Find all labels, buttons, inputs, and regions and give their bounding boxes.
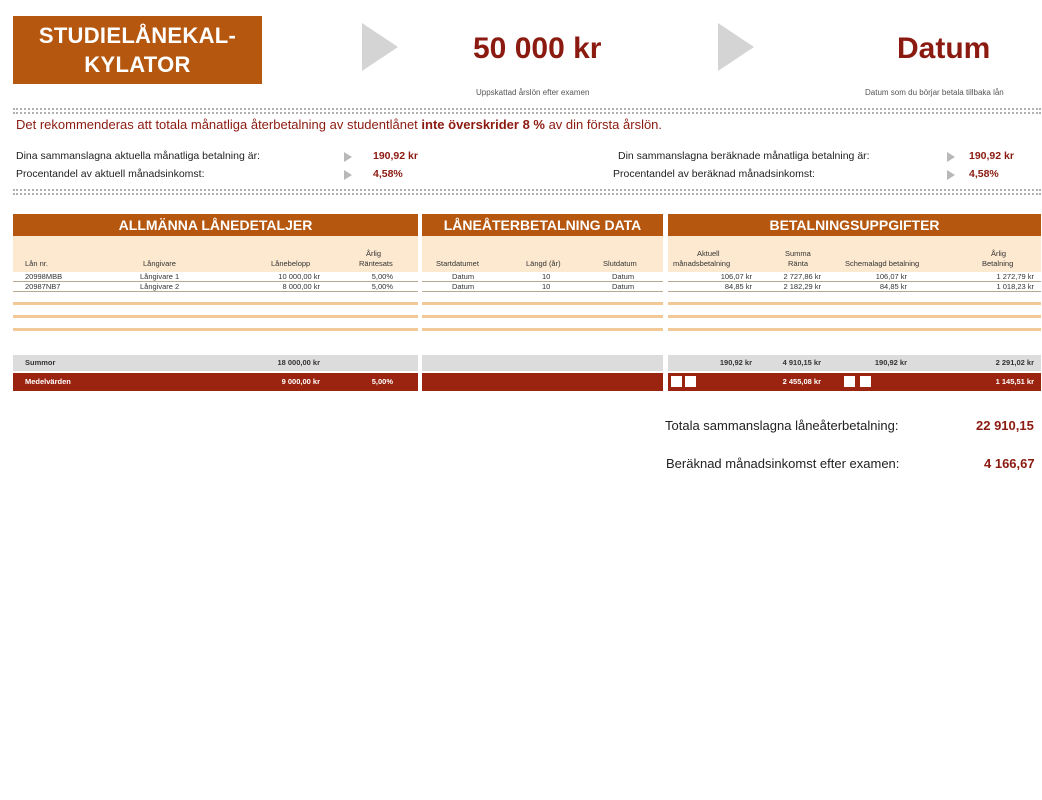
- header-end: Slutdatum: [603, 259, 637, 268]
- avg-rate: 5,00%: [371, 377, 393, 386]
- divider: [13, 189, 1041, 191]
- header-current: Aktuell: [697, 249, 720, 258]
- monthly-income-label: Beräknad månadsinkomst efter examen:: [666, 456, 900, 471]
- sum-amount: 18 000,00 kr: [277, 358, 320, 367]
- title-line-1: STUDIELÅNEKAL-: [38, 23, 237, 48]
- current-payment-value: 190,92 kr: [373, 150, 418, 162]
- header-loan-nr: Lån nr.: [25, 259, 48, 268]
- cell-annual: 1 018,23 kr: [996, 282, 1034, 291]
- empty-row[interactable]: [13, 321, 418, 331]
- header-scheduled: Schemalagd betalning: [845, 259, 920, 268]
- cell-start: Datum: [452, 272, 475, 281]
- header-length: Längd (år): [526, 259, 561, 268]
- cell-monthly: 84,85 kr: [724, 282, 752, 291]
- sum-label: Summor: [25, 358, 56, 367]
- table-row[interactable]: [422, 282, 663, 292]
- section-heading: ALLMÄNNA LÅNEDETALJER: [13, 214, 418, 236]
- empty-row[interactable]: [668, 308, 1041, 318]
- table-row[interactable]: [668, 282, 1041, 292]
- cell-monthly: 106,07 kr: [720, 272, 752, 281]
- est-payment-value: 190,92 kr: [969, 150, 1014, 162]
- total-repayment-label: Totala sammanslagna låneåterbetalning:: [665, 418, 899, 433]
- table-row[interactable]: [13, 272, 418, 282]
- sum-row: [13, 355, 418, 371]
- avg-annual: 1 145,51 kr: [995, 377, 1034, 386]
- column-headers: [422, 236, 663, 272]
- date-caption: Datum som du börjar betala tillbaka lån: [865, 88, 1004, 97]
- avg-interest: 2 455,08 kr: [782, 377, 821, 386]
- empty-row[interactable]: [668, 321, 1041, 331]
- arrow-icon: [947, 152, 955, 162]
- page-title: [13, 16, 262, 84]
- cell-lender: Långivare 1: [140, 272, 180, 281]
- empty-row[interactable]: [13, 308, 418, 318]
- section-heading: LÅNEÅTERBETALNING DATA: [422, 214, 663, 236]
- sum-monthly: 190,92 kr: [719, 358, 752, 367]
- sum-annual: 2 291,02 kr: [995, 358, 1034, 367]
- chevron-right-icon: [718, 23, 754, 71]
- recommendation-text: Det rekommenderas att totala månatliga återbetalning av studentlånet inte överskrider 8 % av din första årslön.: [16, 117, 663, 132]
- avg-amount: 9 000,00 kr: [281, 377, 320, 386]
- cell-interest: 2 727,86 kr: [783, 272, 821, 281]
- header-interest: Ränta: [788, 259, 809, 268]
- empty-row[interactable]: [13, 295, 418, 305]
- arrow-icon: [947, 170, 955, 180]
- current-pct-value: 4,58%: [373, 168, 403, 180]
- cell-amount: 8 000,00 kr: [282, 282, 320, 291]
- cell-loan-nr: 20998MBB: [25, 272, 63, 281]
- cell-rate: 5,00%: [371, 272, 393, 281]
- arrow-icon: [344, 152, 352, 162]
- est-pct-label: Procentandel av beräknad månadsinkomst:: [613, 168, 815, 180]
- empty-row[interactable]: [422, 295, 663, 305]
- table-row[interactable]: [668, 272, 1041, 282]
- empty-row[interactable]: [422, 308, 663, 318]
- blank-cell-icon: [860, 376, 871, 387]
- cell-end: Datum: [612, 282, 635, 291]
- cell-scheduled: 106,07 kr: [875, 272, 907, 281]
- header-monthly: månadsbetalning: [673, 259, 731, 268]
- section-heading: BETALNINGSUPPGIFTER: [668, 214, 1041, 236]
- blank-cell-icon: [671, 376, 682, 387]
- header-annual: Årlig: [991, 249, 1007, 258]
- header-rate: Räntesats: [359, 259, 393, 268]
- blank-cell-icon: [844, 376, 855, 387]
- cell-amount: 10 000,00 kr: [278, 272, 320, 281]
- cell-lender: Långivare 2: [140, 282, 180, 291]
- repayment-section: [422, 214, 663, 391]
- sum-row: [668, 355, 1041, 371]
- est-pct-value: 4,58%: [969, 168, 999, 180]
- divider: [13, 108, 1041, 110]
- cell-length: 10: [542, 282, 551, 291]
- sum-interest: 4 910,15 kr: [782, 358, 821, 367]
- column-headers: [13, 236, 418, 272]
- monthly-income-value: 4 166,67: [984, 456, 1035, 471]
- empty-row[interactable]: [422, 321, 663, 331]
- loan-details-section: [13, 214, 418, 391]
- salary-caption: Uppskattad årslön efter examen: [476, 88, 590, 97]
- divider: [13, 112, 1041, 114]
- divider: [13, 193, 1041, 195]
- header-start: Startdatumet: [436, 259, 479, 268]
- empty-row[interactable]: [668, 295, 1041, 305]
- current-payment-label: Dina sammanslagna aktuella månatliga betalning är:: [16, 150, 260, 162]
- avg-row: [668, 373, 1041, 391]
- arrow-icon: [344, 170, 352, 180]
- cell-rate: 5,00%: [371, 282, 393, 291]
- cell-scheduled: 84,85 kr: [879, 282, 907, 291]
- current-pct-label: Procentandel av aktuell månadsinkomst:: [16, 168, 205, 180]
- cell-annual: 1 272,79 kr: [996, 272, 1034, 281]
- chevron-right-icon: [362, 23, 398, 71]
- table-row[interactable]: [13, 282, 418, 292]
- sum-scheduled: 190,92 kr: [874, 358, 907, 367]
- est-payment-label: Din sammanslagna beräknade månatliga betalning är:: [618, 150, 870, 162]
- header-amount: Lånebelopp: [271, 259, 311, 268]
- header-lender: Långivare: [143, 259, 176, 268]
- avg-label: Medelvärden: [25, 377, 71, 386]
- salary-value[interactable]: 50 000 kr: [473, 32, 602, 65]
- cell-interest: 2 182,29 kr: [783, 282, 821, 291]
- title-line-2: KYLATOR: [84, 52, 191, 77]
- header-sum: Summa: [785, 249, 811, 258]
- avg-row: [13, 373, 418, 391]
- table-row[interactable]: [422, 272, 663, 282]
- date-value[interactable]: Datum: [897, 32, 991, 65]
- cell-loan-nr: 20987NB7: [25, 282, 61, 291]
- payment-section: [668, 214, 1041, 391]
- total-repayment-value: 22 910,15: [976, 418, 1034, 433]
- header-annual: Årlig: [366, 249, 382, 258]
- header-payment: Betalning: [982, 259, 1014, 268]
- blank-cell-icon: [685, 376, 696, 387]
- sum-row: [422, 355, 663, 371]
- cell-end: Datum: [612, 272, 635, 281]
- cell-length: 10: [542, 272, 551, 281]
- avg-row: [422, 373, 663, 391]
- cell-start: Datum: [452, 282, 475, 291]
- column-headers: [668, 236, 1041, 272]
